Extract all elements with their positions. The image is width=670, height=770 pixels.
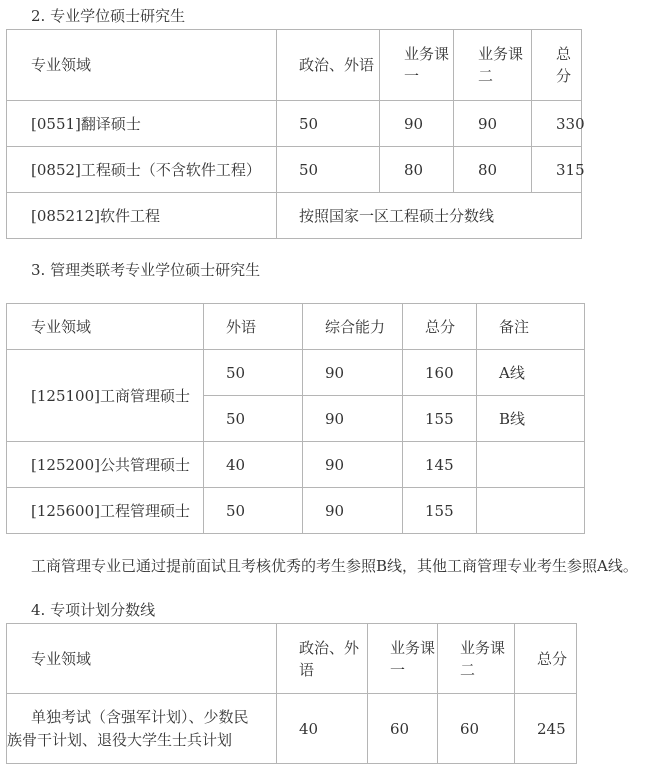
table-row [7, 101, 582, 147]
header-course2: 业务课二 [454, 30, 532, 101]
header-total: 总分 [515, 624, 577, 694]
header-total: 总分 [403, 304, 477, 350]
cell-value: 155 [403, 396, 477, 442]
row-field: [085212]软件工程 [7, 193, 277, 239]
header-course1: 业务课一 [368, 624, 438, 694]
row-field: 单独考试（含强军计划）、少数民 族骨干计划、退役大学生士兵计划 [7, 694, 277, 764]
cell-value: 60 [438, 694, 515, 764]
table-row [7, 488, 585, 534]
row-field: [125600]工程管理硕士 [7, 488, 204, 534]
cell-value: 90 [303, 488, 403, 534]
row-field: [0852]工程硕士（不含软件工程） [7, 147, 277, 193]
cell-value: 90 [303, 442, 403, 488]
header-remarks: 备注 [477, 304, 585, 350]
cell-remark: B线 [477, 396, 585, 442]
row-field: [125100]工商管理硕士 [7, 350, 204, 442]
cell-value: 40 [204, 442, 303, 488]
table-header-row [7, 30, 582, 101]
header-course2: 业务课二 [438, 624, 515, 694]
cell-value: 40 [277, 694, 368, 764]
cell-value: 90 [303, 350, 403, 396]
row-field: [125200]公共管理硕士 [7, 442, 204, 488]
cell-value: 80 [454, 147, 532, 193]
table-row [7, 694, 577, 764]
section3-table [6, 303, 585, 534]
cell-value: 80 [380, 147, 454, 193]
table-row [7, 350, 585, 396]
cell-value: 160 [403, 350, 477, 396]
section3-heading: 3. 管理类联考专业学位硕士研究生 [31, 261, 261, 279]
table-row [7, 442, 585, 488]
cell-value: 60 [368, 694, 438, 764]
cell-value: 155 [403, 488, 477, 534]
cell-value: 315 [532, 147, 582, 193]
cell-remark: A线 [477, 350, 585, 396]
table-header-row [7, 304, 585, 350]
header-field: 专业领域 [7, 304, 204, 350]
cell-value: 50 [277, 147, 380, 193]
header-politics-language: 政治、外语 [277, 30, 380, 101]
section4-heading: 4. 专项计划分数线 [31, 601, 156, 619]
mba-note: 工商管理专业已通过提前面试且考核优秀的考生参照B线，其他工商管理专业考生参照A线。 [31, 557, 638, 575]
cell-note: 按照国家一区工程硕士分数线 [277, 193, 582, 239]
cell-value: 245 [515, 694, 577, 764]
cell-value: 50 [204, 350, 303, 396]
section2-heading: 2. 专业学位硕士研究生 [31, 7, 186, 25]
section4-table [6, 623, 577, 764]
cell-value: 145 [403, 442, 477, 488]
table-row [7, 193, 582, 239]
table-header-row [7, 624, 577, 694]
cell-value: 90 [380, 101, 454, 147]
cell-value: 90 [454, 101, 532, 147]
cell-value: 90 [303, 396, 403, 442]
header-comprehensive: 综合能力 [303, 304, 403, 350]
cell-value: 50 [277, 101, 380, 147]
row-field: [0551]翻译硕士 [7, 101, 277, 147]
cell-value: 50 [204, 488, 303, 534]
header-total: 总分 [532, 30, 582, 101]
header-field: 专业领域 [7, 30, 277, 101]
section2-table [6, 29, 585, 239]
cell-remark [477, 442, 585, 488]
cell-remark [477, 488, 585, 534]
header-politics-language: 政治、外语 [277, 624, 368, 694]
table-row [7, 147, 582, 193]
header-course1: 业务课一 [380, 30, 454, 101]
cell-value: 330 [532, 101, 582, 147]
cell-value: 50 [204, 396, 303, 442]
header-field: 专业领域 [7, 624, 277, 694]
header-language: 外语 [204, 304, 303, 350]
